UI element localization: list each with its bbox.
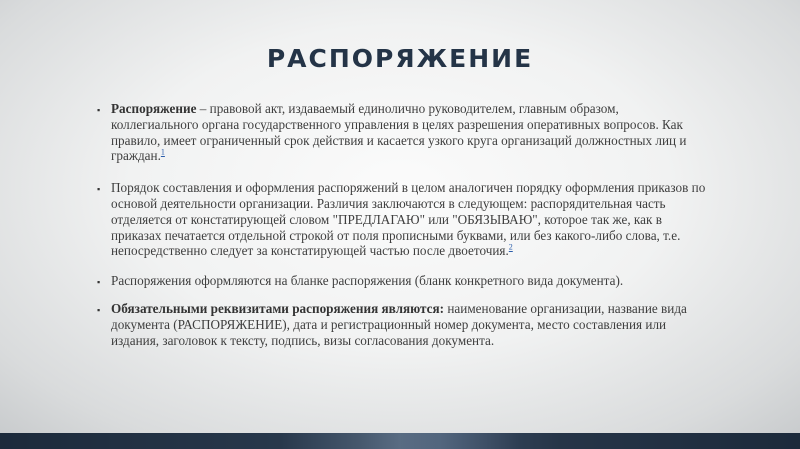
requisites-text: наименование организации, название вида документа (РАСПОРЯЖЕНИЕ), дата и регистрационный номер документа, место составления или издания, заголовок к тексту, подпись, визы согласования документа. (111, 300, 687, 348)
bullet-icon: ▪ (97, 277, 101, 288)
footnote-link-1[interactable]: 1 (160, 148, 165, 157)
bullet-icon: ▪ (97, 304, 101, 315)
form-text: Распоряжения оформляются на бланке распоряжения (бланк конкретного вида документа). (111, 273, 624, 289)
definition-text: – правовой акт, издаваемый единолично руководителем, главным образом, коллегиального органа государственного управления в целях разрешения оперативных вопросов. Как правило, имеет ограниченный срок действия и касается узкого круга организаций должностных лиц и граждан. (111, 101, 687, 164)
footnote-link-2[interactable]: 2 (508, 242, 513, 252)
slide-title: РАСПОРЯЖЕНИЕ (266, 44, 534, 73)
requisites-lead: Обязательными реквизитами распоряжения являются: (111, 300, 445, 316)
bottom-decorative-bar (0, 433, 800, 449)
term-lead: Распоряжение (111, 101, 197, 116)
procedure-text: Порядок составления и оформления распоряжений в целом аналогичен порядку оформления приказов по основой деятельности организации. Различия заключаются в следующем: распорядительная часть отделяется от констатирующей словом "ПРЕДЛАГАЮ" или "ОБЯЗЫВАЮ", которое так же, как в приказах печатается отдельной строкой от поля прописными буквами, или без какого-либо слова, т.е. непосредственно следует за констатирующей частью после двоеточия. (111, 180, 706, 259)
slide-content (97, 101, 707, 348)
bullet-item-requisites (97, 301, 707, 348)
bullet-icon: ▪ (97, 184, 101, 195)
bullet-item-procedure (97, 180, 707, 259)
bottom-bar-highlight (280, 433, 520, 449)
bullet-item-definition (97, 101, 707, 164)
bullet-icon: ▪ (97, 105, 101, 115)
bullet-item-form (97, 273, 707, 289)
